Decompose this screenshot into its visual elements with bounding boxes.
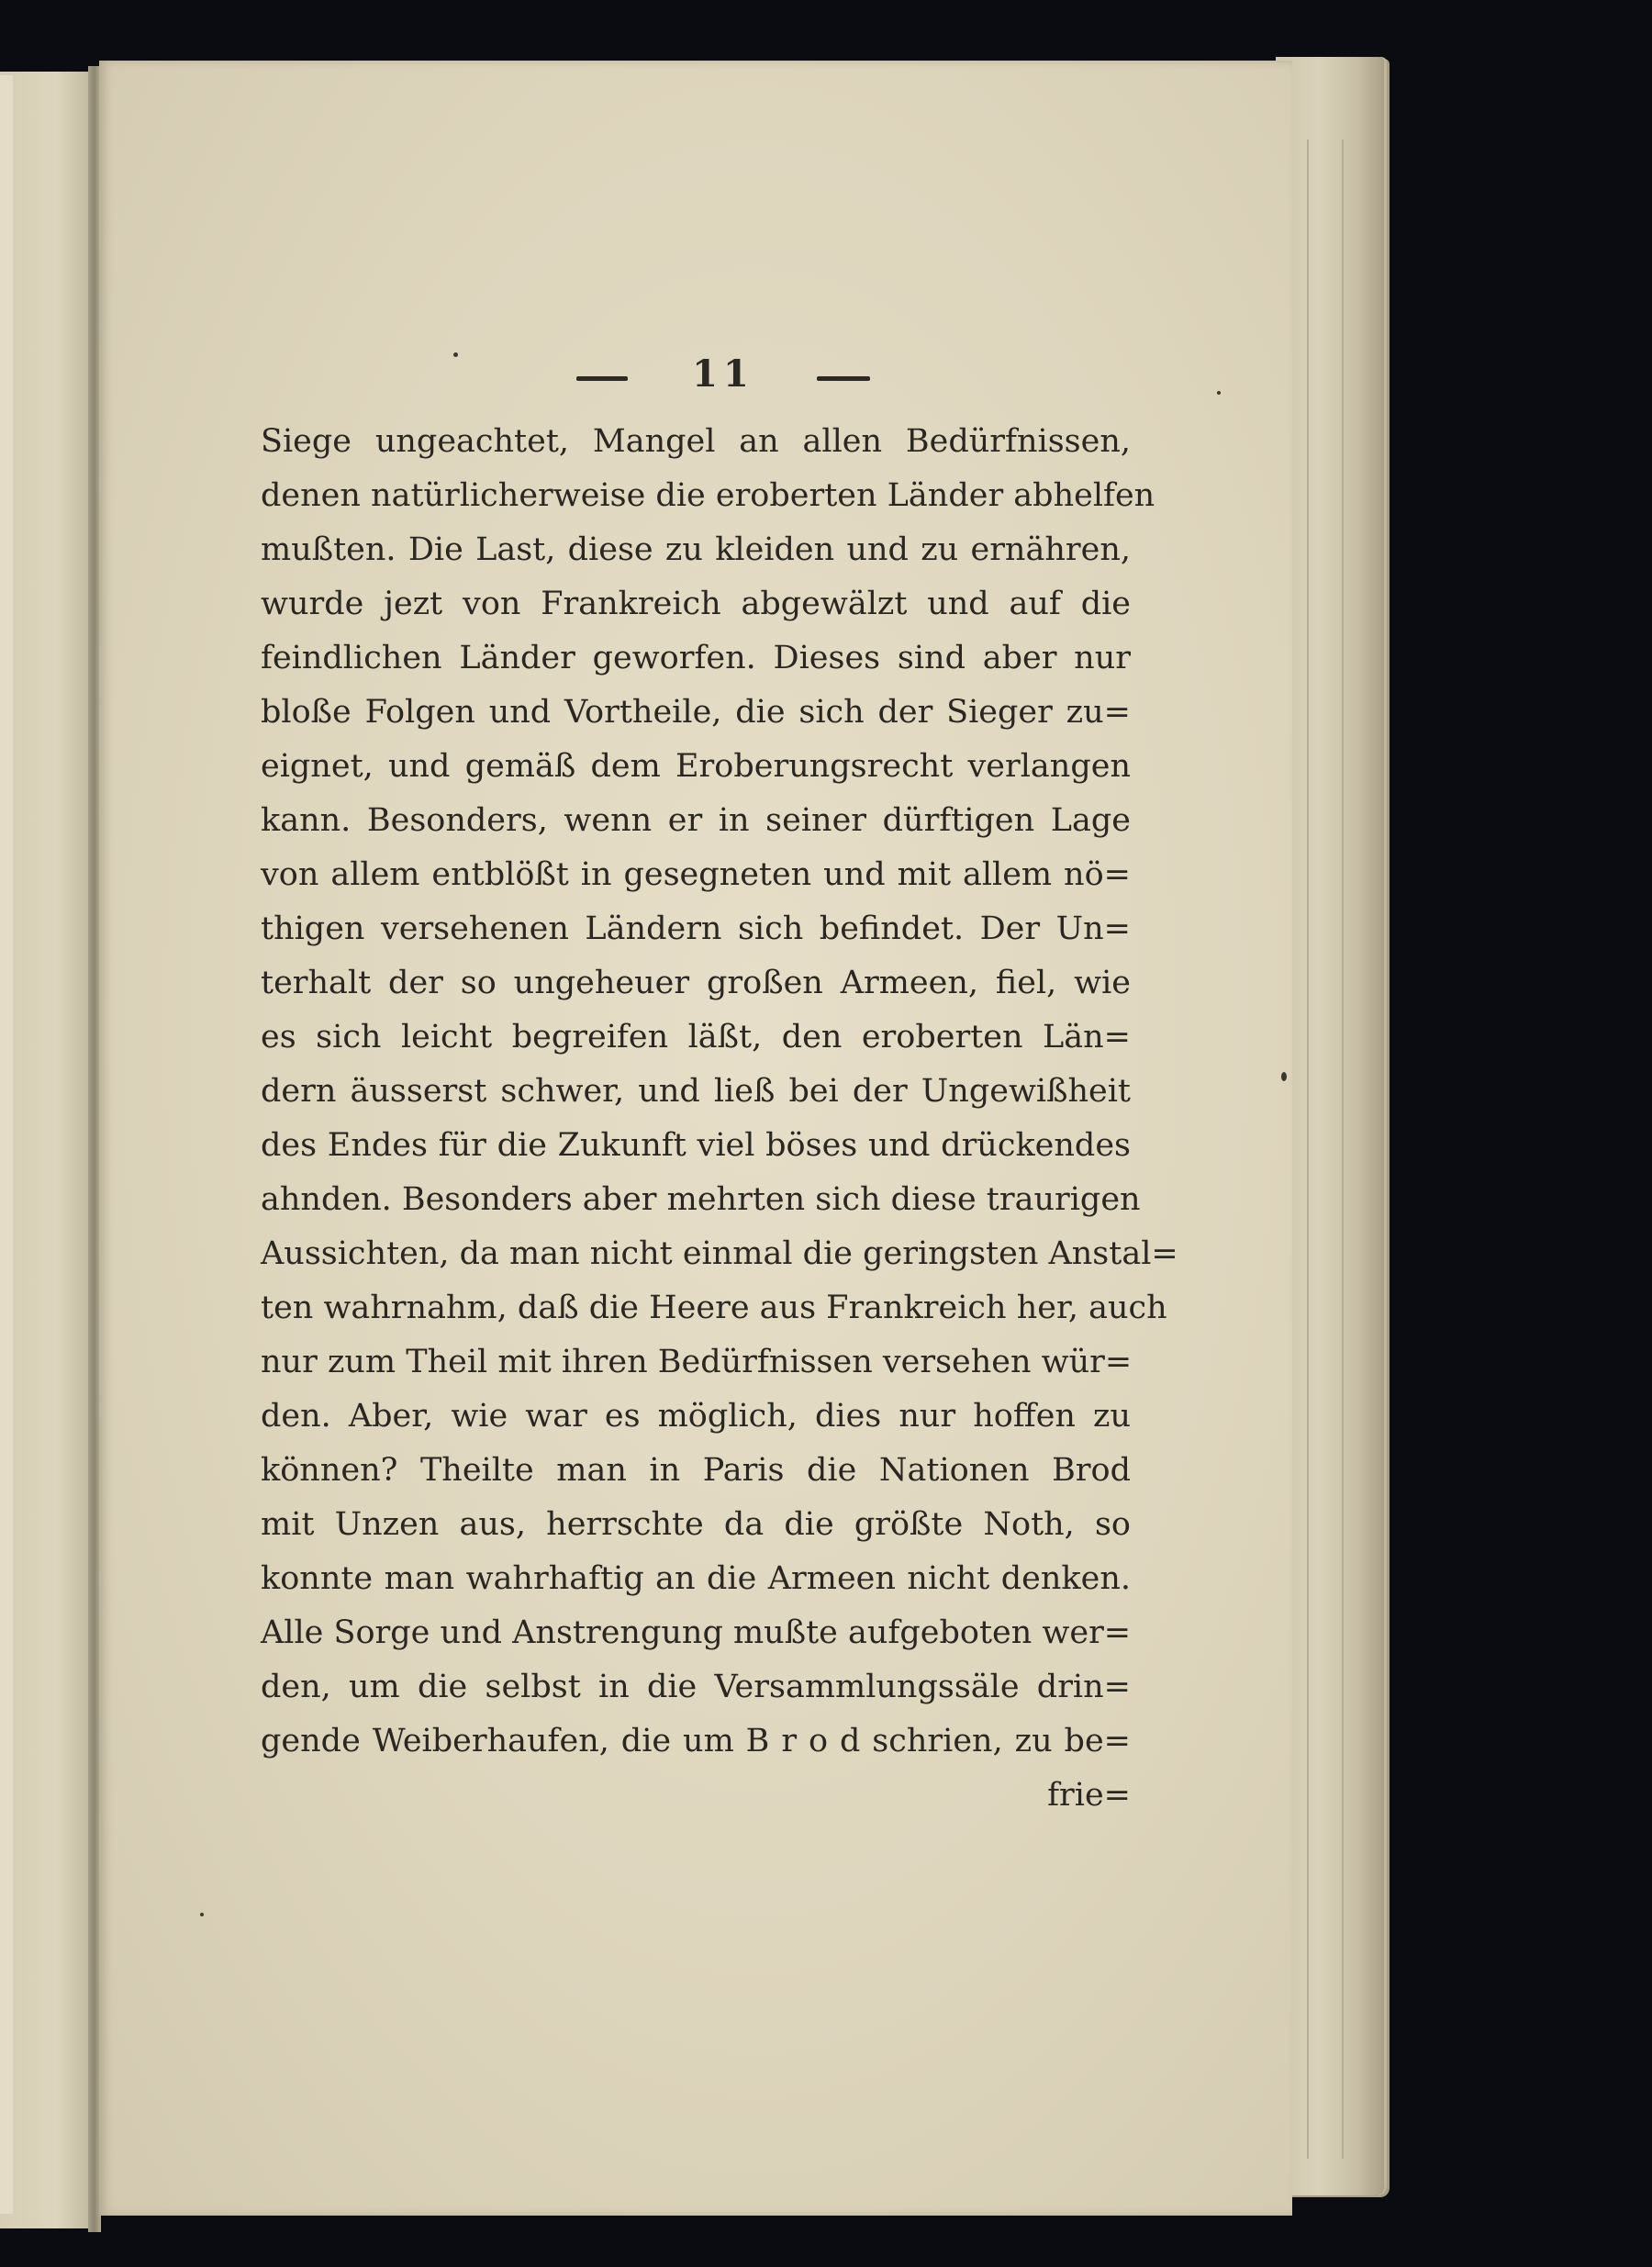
text-line: des Endes für die Zukunft viel böses und drückendes [261,1127,1131,1164]
page-number: 11 [692,352,754,396]
text-line: terhalt der so ungeheuer großen Armeen, fiel, wie [261,965,1131,1001]
left-page-edge [0,72,94,2228]
header-dash-right [817,376,870,381]
text-line: bloße Folgen und Vortheile, die sich der Sieger zu= [261,694,1131,731]
text-line: kann. Besonders, wenn er in seiner dürftigen Lage [261,802,1131,839]
paper-speck [453,352,458,357]
left-page-margin [0,75,13,2214]
text-line: ten wahrnahm, daß die Heere aus Frankreich her, auch [261,1290,1167,1326]
text-line: wurde jezt von Frankreich abgewälzt und auf die [261,586,1131,622]
text-line: mußten. Die Last, diese zu kleiden und zu ernähren, [261,531,1131,568]
text-line: denen natürlicherweise die eroberten Länder abhelfen [261,477,1155,514]
text-line: thigen versehenen Ländern sich befindet. Der Un= [261,910,1131,947]
text-line: gende Weiberhaufen, die um B r o d schrien, zu be= [261,1723,1131,1759]
text-line: eignet, und gemäß dem Eroberungsrecht verlangen [261,748,1131,785]
paper-speck [1217,391,1221,395]
text-line: den, um die selbst in die Versammlungssäle drin= [261,1669,1131,1705]
paper-speck [1281,1072,1287,1081]
text-line: dern äusserst schwer, und ließ bei der Ungewißheit [261,1073,1131,1110]
text-line: von allem entblößt in gesegneten und mit allem nö= [261,856,1131,893]
text-line: nur zum Theil mit ihren Bedürfnissen versehen wür= [261,1344,1133,1380]
page-stack-line [1342,140,1344,2159]
text-line: es sich leicht begreifen läßt, den eroberten Län= [261,1019,1131,1055]
catchword: frie= [1047,1777,1131,1814]
text-line: mit Unzen aus, herrschte da die größte Noth, so [261,1506,1131,1543]
text-line: Siege ungeachtet, Mangel an allen Bedürfnissen, [261,423,1131,460]
text-line: feindlichen Länder geworfen. Dieses sind aber nur [261,640,1131,676]
text-line: Alle Sorge und Anstrengung mußte aufgeboten wer= [261,1614,1132,1651]
text-line: ahnden. Besonders aber mehrten sich diese traurigen [261,1181,1141,1218]
page-body-text [261,415,1178,1823]
paper-speck [200,1913,204,1916]
text-line: Aussichten, da man nicht einmal die geringsten Anstal= [261,1235,1178,1272]
text-line: konnte man wahrhaftig an die Armeen nicht denken. [261,1560,1131,1597]
text-line: können? Theilte man in Paris die Nationen Brod [261,1452,1131,1489]
text-line: den. Aber, wie war es möglich, dies nur hoffen zu [261,1398,1131,1435]
header-dash-left [576,376,628,381]
book-page [99,61,1292,2216]
page-header [576,352,870,404]
page-stack-line [1307,140,1309,2159]
